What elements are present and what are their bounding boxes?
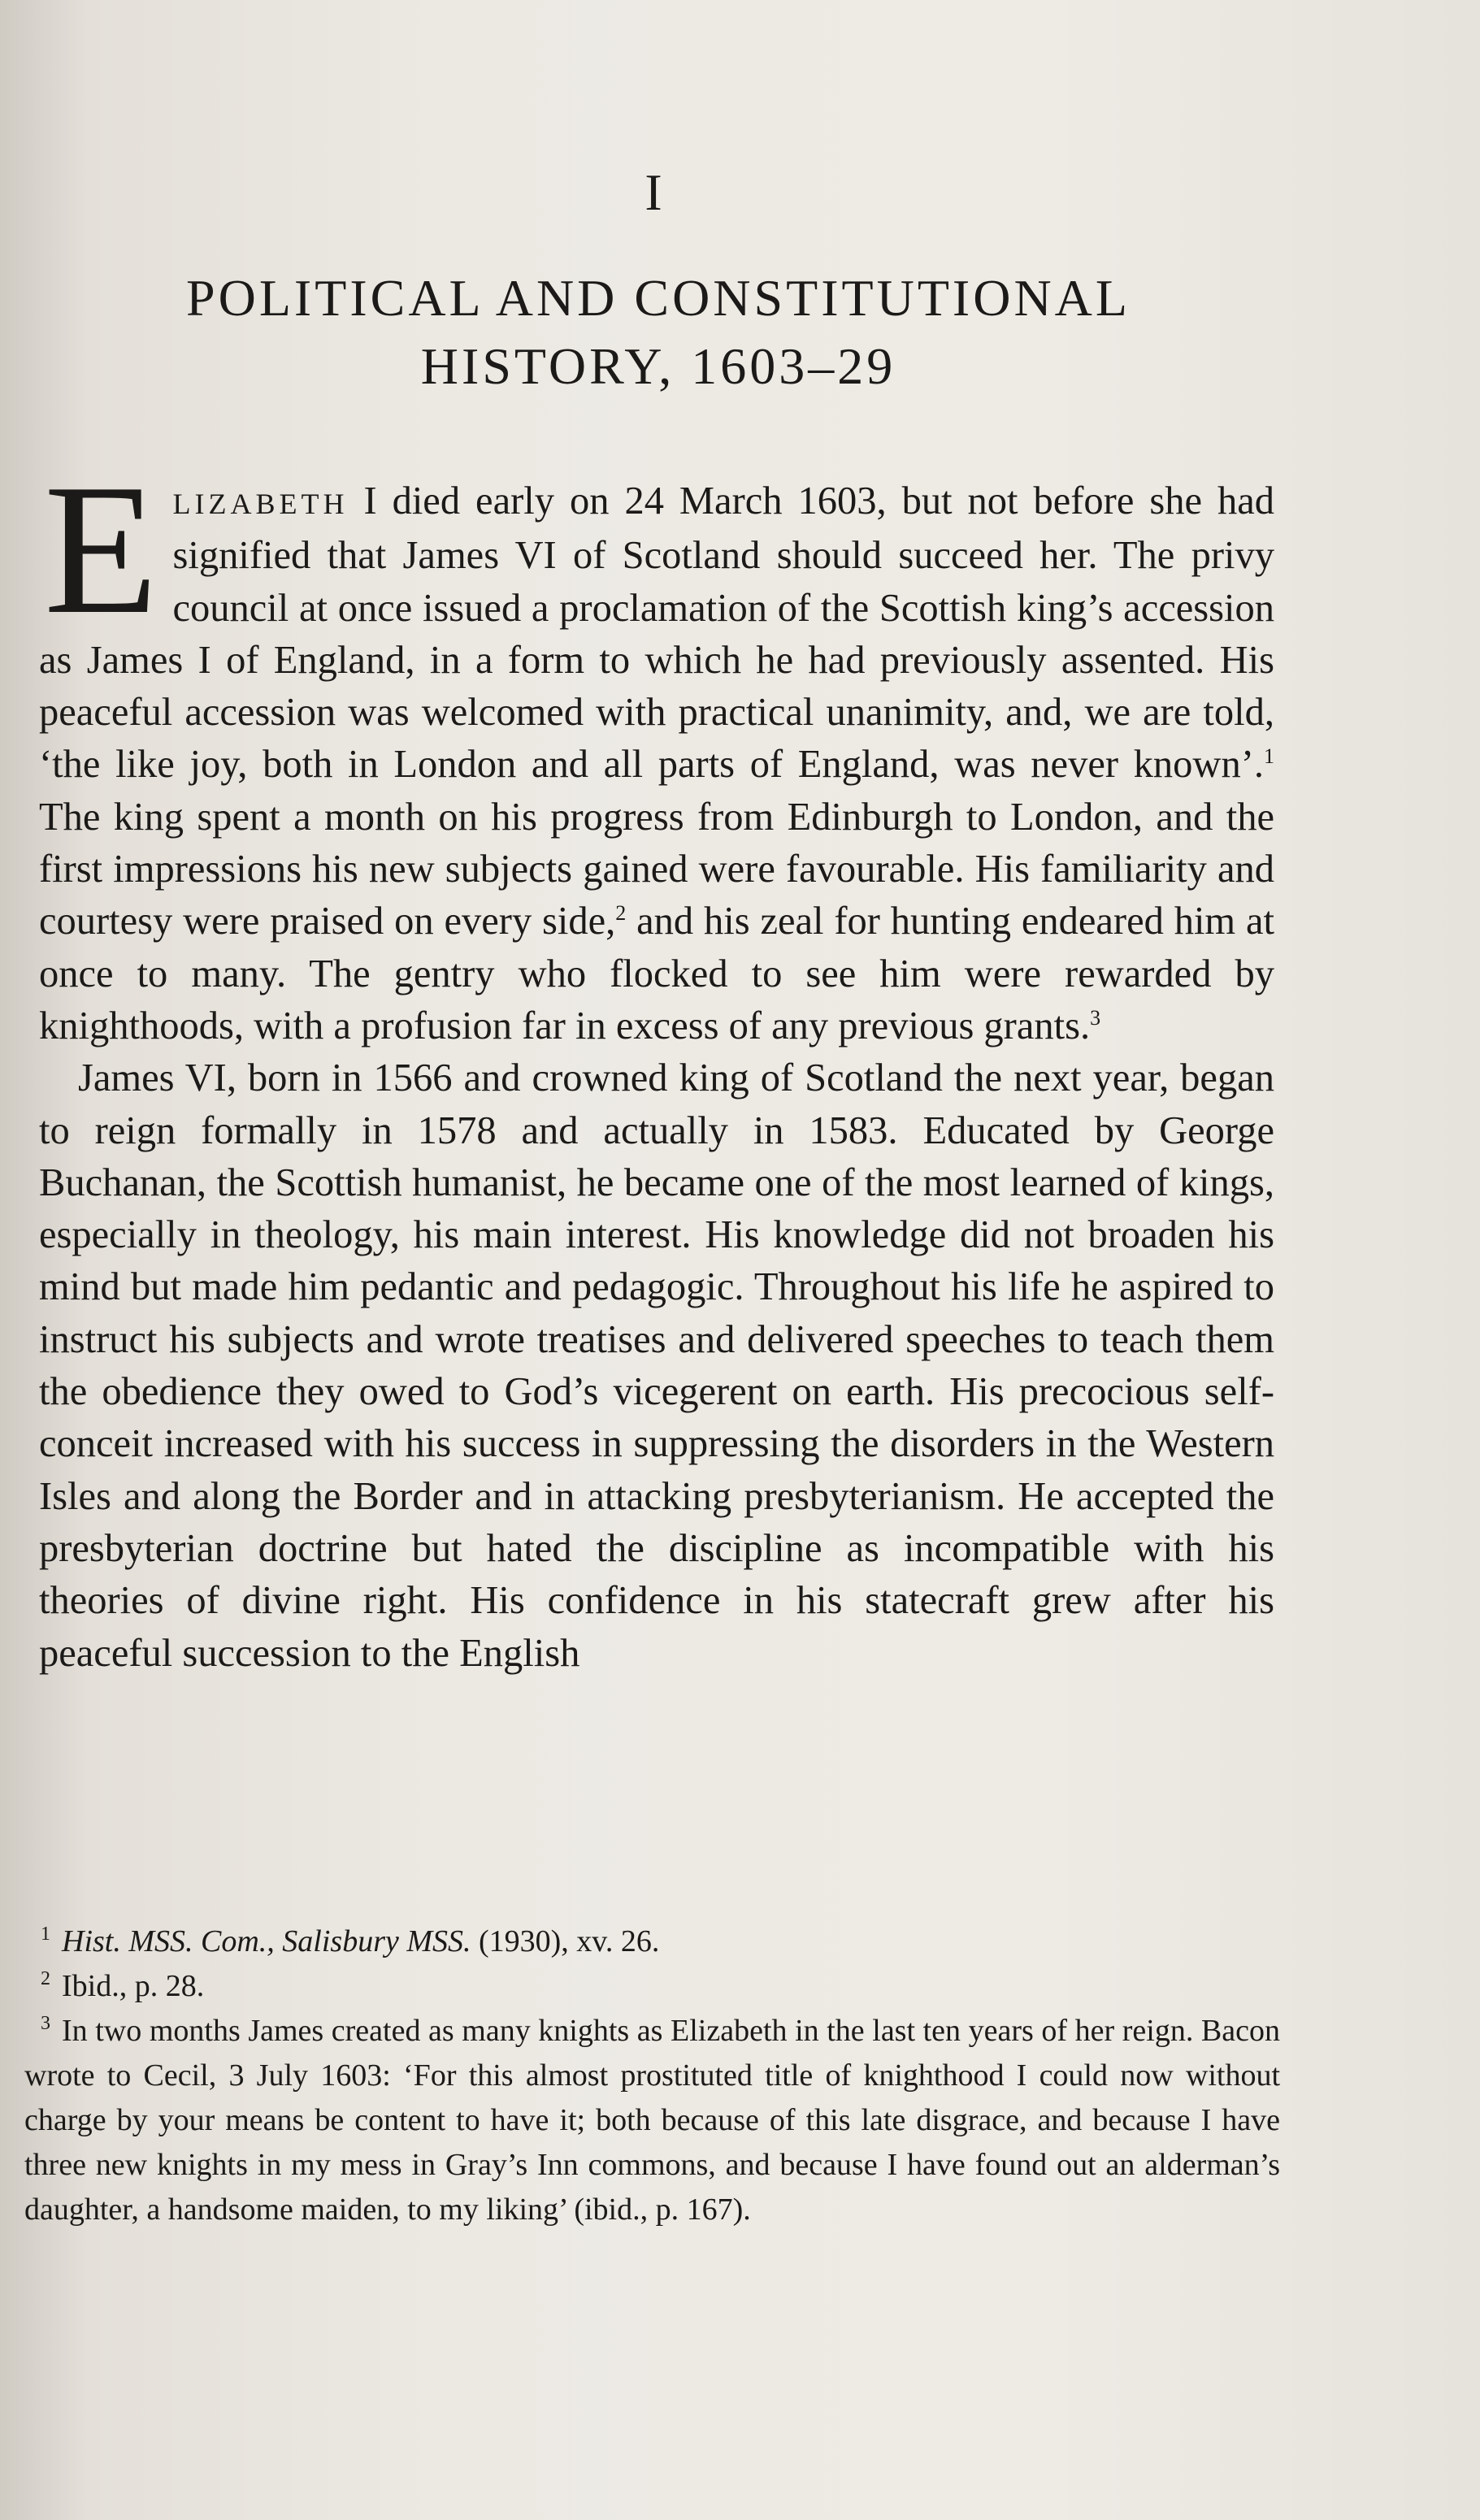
paragraph-1: [39, 445, 1274, 1052]
footnote-1-text: (1930), xv. 26.: [471, 1924, 660, 1958]
footnote-2: [24, 1964, 1280, 2009]
drop-cap: E: [44, 445, 158, 653]
footnote-marker: 2: [41, 1968, 50, 1990]
footnotes: [24, 1919, 1280, 2232]
footnote-1: [24, 1919, 1280, 1964]
paragraph-1-text-b: The king spent a month on his progress from Edinburgh to London, and the first impressions his new subjects gained were favourable. His familiarity and courtesy were praised on every side,: [39, 795, 1274, 943]
chapter-title-line-1: POLITICAL AND CONSTITUTIONAL: [186, 269, 1131, 327]
chapter-number: I: [645, 163, 664, 221]
footnote-1-source: Hist. MSS. Com., Salisbury MSS.: [62, 1924, 471, 1958]
chapter-title-line-2: HISTORY, 1603–29: [420, 337, 896, 395]
footnote-3: [24, 2009, 1280, 2232]
footnote-ref-2: 2: [615, 901, 627, 926]
paragraph-1-text-a: I died early on 24 March 1603, but not before she had signified that James VI of Scotland should succeed her. The privy council at once issued a proclamation of the Scottish king’s accession as James I of England, in a form to which he had previously assented. His peaceful accession was welcomed with practical unanimity, and, we are told, ‘the like joy, both in London and all parts of England, was never known’.: [39, 479, 1274, 787]
footnote-ref-3: 3: [1090, 1005, 1101, 1030]
footnote-marker: 1: [41, 1924, 50, 1945]
paragraph-1-text-c: and his zeal for hunting endeared him at once to many. The gentry who flocked to see him were rewarded by knighthoods, with a profusion far in excess of any previous grants.: [39, 900, 1274, 1047]
footnote-2-text: Ibid., p. 28.: [62, 1969, 205, 2003]
paragraph-2: James VI, born in 1566 and crowned king of Scotland the next year, began to reign formally in 1578 and actually in 1583. Educated by George Buchanan, the Scottish humanist, he became one of the most learned of kings, especially in theology, his main interest. His knowledge did not broaden his mind but made him pedantic and pedagogic. Throughout his life he aspired to instruct his subjects and wrote treatises and delivered speeches to teach them the obedience they owed to God’s vicegerent on earth. His precocious self-conceit increased with his success in suppressing the disorders in the Western Isles and along the Border and in attacking presbyterianism. He accepted the presbyterian doctrine but hated the discipline as incompatible with his theories of divine right. His confidence in his statecraft grew after his peaceful succession to the English: [39, 1056, 1274, 1675]
footnote-marker: 3: [41, 2013, 50, 2035]
body-text: [39, 445, 1274, 1680]
footnote-ref-1: 1: [1264, 744, 1274, 769]
chapter-title: [89, 264, 1227, 401]
lead-smallcaps: LIZABETH: [172, 488, 349, 520]
footnote-3-text: In two months James created as many knights as Elizabeth in the last ten years of her reign. Bacon wrote to Cecil, 3 July 1603: ‘For this almost prostituted title of knighthood I could now without charge by your means be content to have it; both because of this late disgrace, and because I have three new knights in my mess in Gray’s Inn commons, and because I have found out an alderman’s daughter, a handsome maiden, to my liking’ (ibid., p. 167).: [24, 2014, 1280, 2227]
